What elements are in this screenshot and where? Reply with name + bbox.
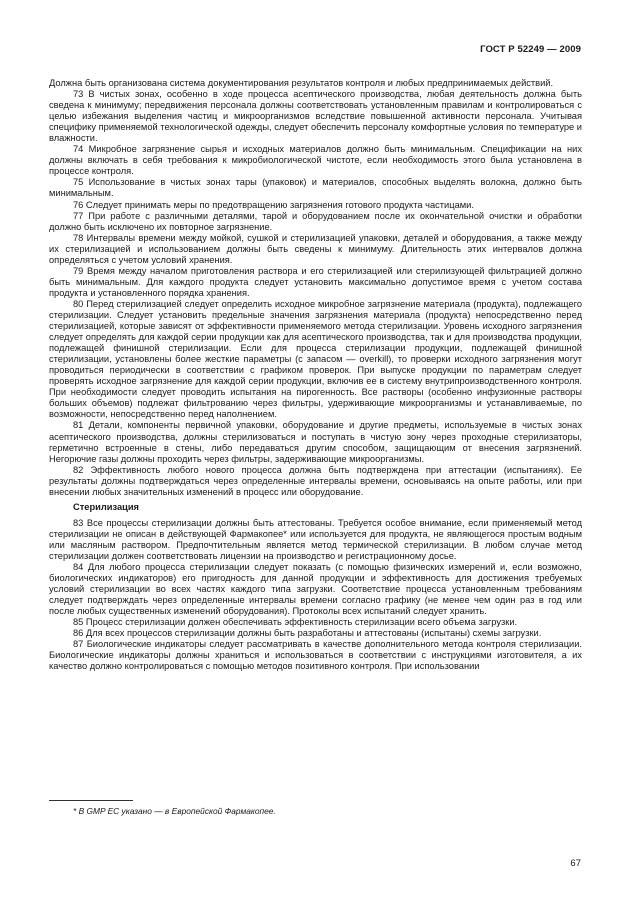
document-body [49,78,582,672]
standard-code-header: ГОСТ Р 52249 — 2009 [480,44,581,55]
paragraph-83: 83 Все процессы стерилизации должны быть аттестованы. Требуется особое внимание, если применяемый метод стерилизации не описан в действующей Фармакопее* или используется для продукта, не являющегося простым водным или масляным раствором. Предпочтительным является метод термической стерилизации. В любом случае метод стерилизации должен соответствовать лицензии на производство и регистрационному досье. [49,517,582,561]
page-number: 67 [570,858,581,869]
paragraph-82: 82 Эффективность любого нового процесса должна быть подтверждена при аттестации (испытаниях). Ее результаты должны подтверждаться через определенные интервалы времени, основываясь на опыте работы, или при внесении любых значительных изменений в процесс или оборудование. [49,464,582,497]
paragraph-79: 79 Время между началом приготовления раствора и его стерилизацией или стерилизующей фильтрацией должно быть минимальным. Для каждого продукта следует установить максимально допустимое время с учетом состава продукта и установленного порядка хранения. [49,265,582,298]
paragraph-86: 86 Для всех процессов стерилизации должны быть разработаны и аттестованы (испытаны) схемы загрузки. [73,628,542,639]
paragraph-75: 75 Использование в чистых зонах тары (упаковок) и материалов, способных выделять волокна, должно быть минимальным. [49,177,582,199]
paragraph-73: 73 В чистых зонах, особенно в ходе процесса асептического производства, любая деятельность должна быть сведена к минимуму; передвижения персонала должны соответствовать установленным правилам и контролироваться с целью избежания выделения частиц и микроорганизмов вследствие повышенной активности персонала. Учитывая специфику применяемой технологической одежды, следует обеспечить персоналу комфортные условия по температуре и влажности. [49,89,582,144]
paragraph-72-continuation: Должна быть организована система документирования результатов контроля и любых предпринимаемых действий. [49,78,554,88]
section-heading-sterilization: Стерилизация [73,501,139,512]
paragraph-81: 81 Детали, компоненты первичной упаковки, оборудование и другие предметы, используемые в чистых зонах асептического производства, должны стерилизоваться и поступать в чистую зону через проходные стерилизаторы, герметично встроенные в стены, либо передаваться другим способом, защищающим от внесения загрязнений. Негорючие газы должны проходить через фильтры, задерживающие микроорганизмы. [49,420,582,464]
footnote: * В GMP ЕС указано — в Европейской Фармакопее. [73,806,276,816]
footnote-separator [49,800,133,801]
paragraph-80: 80 Перед стерилизацией следует определить исходное микробное загрязнение материала (продукта), подлежащего стерилизации. Следует установить предельные значения загрязнения материала (продукта) непосредственно перед стерилизацией, которые зависят от эффективности применяемого метода стерилизации. Уровень исходного загрязнения следует определять для каждой серии продукции как для асептического производства, так и для производства продукции, подлежащей финишной стерилизации. Если для процесса стерилизации продукции, подлежащей финишной стерилизации, установлены более жесткие параметры (с запасом — overkill), то проверки исходного загрязнения могут проводиться периодически в соответствии с графиком проверок. При выпуске продукции по параметрам следует проверять исходное загрязнение для каждой серии продукции, включив ее в систему внутрипроизводственного контроля. При необходимости следует проводить испытания на пирогенность. Все растворы (особенно инфузионные растворы больших объемов) подлежат фильтрованию через фильтры, удерживающие микроорганизмы и устанавливаемые, по возможности, непосредственно перед наполнением. [49,298,582,420]
paragraph-74: 74 Микробное загрязнение сырья и исходных материалов должно быть минимальным. Спецификации на них должны включать в себя требования к микробиологической чистоте, если необходимость этого была установлена в процессе контроля. [49,144,582,177]
paragraph-78: 78 Интервалы времени между мойкой, сушкой и стерилизацией упаковки, деталей и оборудования, а также между их стерилизацией и использованием должны быть сведены к минимуму. Длительность этих интервалов должна определяться с учетом условий хранения. [49,232,582,265]
paragraph-85: 85 Процесс стерилизации должен обеспечивать эффективность стерилизации всего объема загрузки. [73,617,518,628]
paragraph-76: 76 Следует принимать меры по предотвращению загрязнения готового продукта частицами. [73,199,474,210]
paragraph-84: 84 Для любого процесса стерилизации следует показать (с помощью физических измерений и, если возможно, биологических индикаторов) его пригодность для данной продукции и эффективность для достижения требуемых условий стерилизации во всех частях каждого типа загрузки. Соответствие процесса установленным требованиям следует подтверждать через определенные интервалы времени согласно графику (не менее чем один раз в год или после любых существенных изменений оборудования). Протоколы всех испытаний следует хранить. [49,562,582,617]
paragraph-87: 87 Биологические индикаторы следует рассматривать в качестве дополнительного метода контроля стерилизации. Биологические индикаторы должны храниться и использоваться в соответствии с инструкциями изготовителя, а их качество должно контролироваться с помощью методов позитивного контроля. При использовании [49,639,582,672]
paragraph-77: 77 При работе с различными деталями, тарой и оборудованием после их окончательной очистки и обработки должно быть исключено их повторное загрязнение. [49,210,582,232]
